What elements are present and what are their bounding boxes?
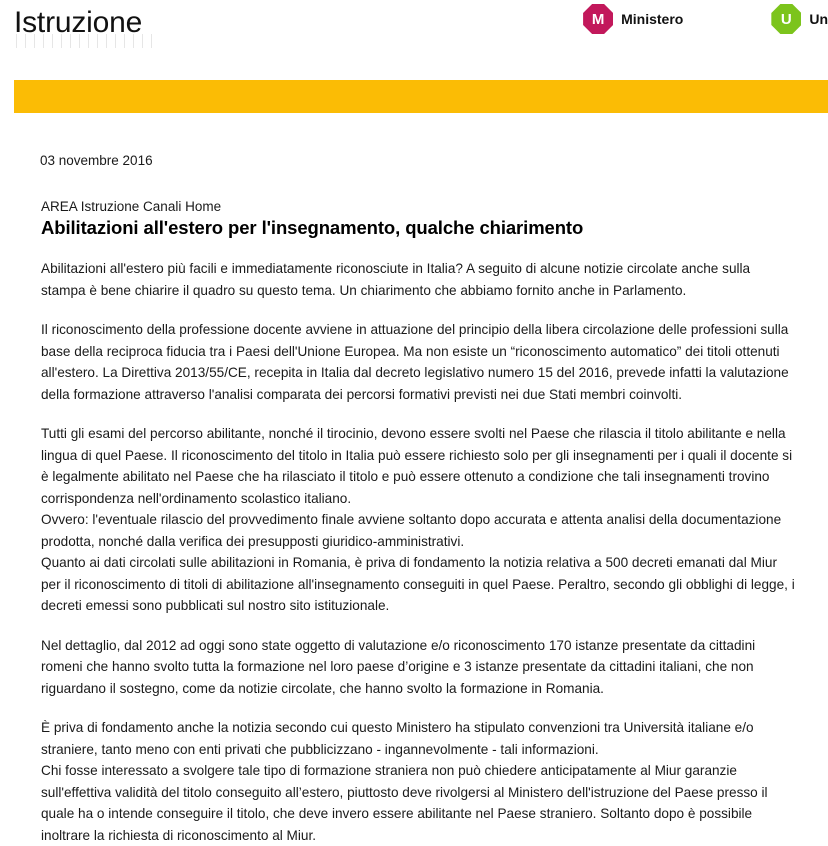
header-badge-universita[interactable] (771, 4, 828, 34)
header-badge-label-ministero: Ministero (621, 11, 684, 27)
article (40, 152, 798, 846)
article-paragraph: Il riconoscimento della professione docente avviene in attuazione del principio della libera circolazione delle professioni sulla base della reciproca fiducia tra i Paesi dell'Unione Europea. Ma non esiste un “riconoscimento automatico” dei titoli ottenuti all'estero. La Direttiva 2013/55/CE, recepita in Italia dal decreto legislativo numero 15 del 2016, prevede infatti la valutazione della formazione attraverso l'analisi comparata dei percorsi formativi previsti nei due Stati membri coinvolti. (41, 322, 789, 402)
site-header (0, 0, 828, 80)
ministero-badge-icon (583, 4, 613, 34)
badge-letter: U (780, 10, 792, 28)
article-body (40, 258, 798, 846)
article-paragraph: Tutti gli esami del percorso abilitante, nonché il tirocinio, devono essere svolti nel Paese che rilascia il titolo abilitante e nella lingua di quel Paese. Il riconoscimento del titolo in Italia può essere richiesto solo per gli insegnamenti per i quali il docente si è legalmente abilitato nel Paese che ha rilasciato il titolo e può essere ottenuto a condizione che tali insegnamenti trovino corrispondenza nell'ordinamento scolastico italiano. Ovvero: l'eventuale rilascio del provvedimento finale avviene soltanto dopo accurata e attenta analisi della documentazione prodotta, nonché dalla verifica dei presupposti giuridico-amministrativi. Quanto ai dati circolati sulle abilitazioni in Romania, è priva di fondamento la notizia relativa a 500 decreti emanati dal Miur per il riconoscimento di titoli di abilitazione all'insegnamento conseguiti in quel Paese. Peraltro, secondo gli obblighi di legge, i decreti emessi sono pubblicati sul nostro sito istituzionale. (41, 426, 795, 613)
breadcrumb[interactable]: AREA Istruzione Canali Home (41, 199, 222, 214)
header-badge-ministero[interactable] (583, 4, 683, 34)
badge-letter: M (591, 10, 605, 28)
page-title: Abilitazioni all'estero per l'insegnamento, qualche chiarimento (41, 217, 584, 238)
yellow-accent-bar (14, 80, 828, 113)
header-badge-label-universita: Un (809, 11, 828, 27)
article-paragraph: Nel dettaglio, dal 2012 ad oggi sono state oggetto di valutazione e/o riconoscimento 170 istanze presentate da cittadini romeni che hanno svolto tutta la formazione nel loro paese d’origine e 3 istanze presentate da cittadini italiani, che non riguardano il sostegno, come da notizie circolate, che hanno svolto la formazione in Romania. (41, 637, 756, 696)
article-paragraph: È priva di fondamento anche la notizia secondo cui questo Ministero ha stipulato convenzioni tra Università italiane e/o straniere, tanto meno con enti privati che pubblicizzano - ingannevolmente - tali informazioni. Chi fosse interessato a svolgere tale tipo di formazione straniera non può chiedere anticipatamente al Miur garanzie sull'effettiva validità del titolo conseguito all’estero, piuttosto deve rivolgersi al Ministero dell'istruzione del Paese presso il quale ha o intende conseguire il titolo, che deve invero essere abilitante nel Paese straniero. Soltanto dopo è possibile inoltrare la richiesta di riconoscimento al Miur. (41, 720, 768, 843)
header-badge-list (583, 4, 828, 34)
article-paragraph: Abilitazioni all'estero più facili e immediatamente riconosciute in Italia? A seguito di alcune notizie circolate anche sulla stampa è bene chiarire il quadro su questo tema. Un chiarimento che abbiamo fornito anche in Parlamento. (41, 261, 751, 298)
site-brand-title: Istruzione (14, 6, 143, 39)
article-date: 03 novembre 2016 (40, 153, 153, 168)
universita-badge-icon (771, 4, 801, 34)
